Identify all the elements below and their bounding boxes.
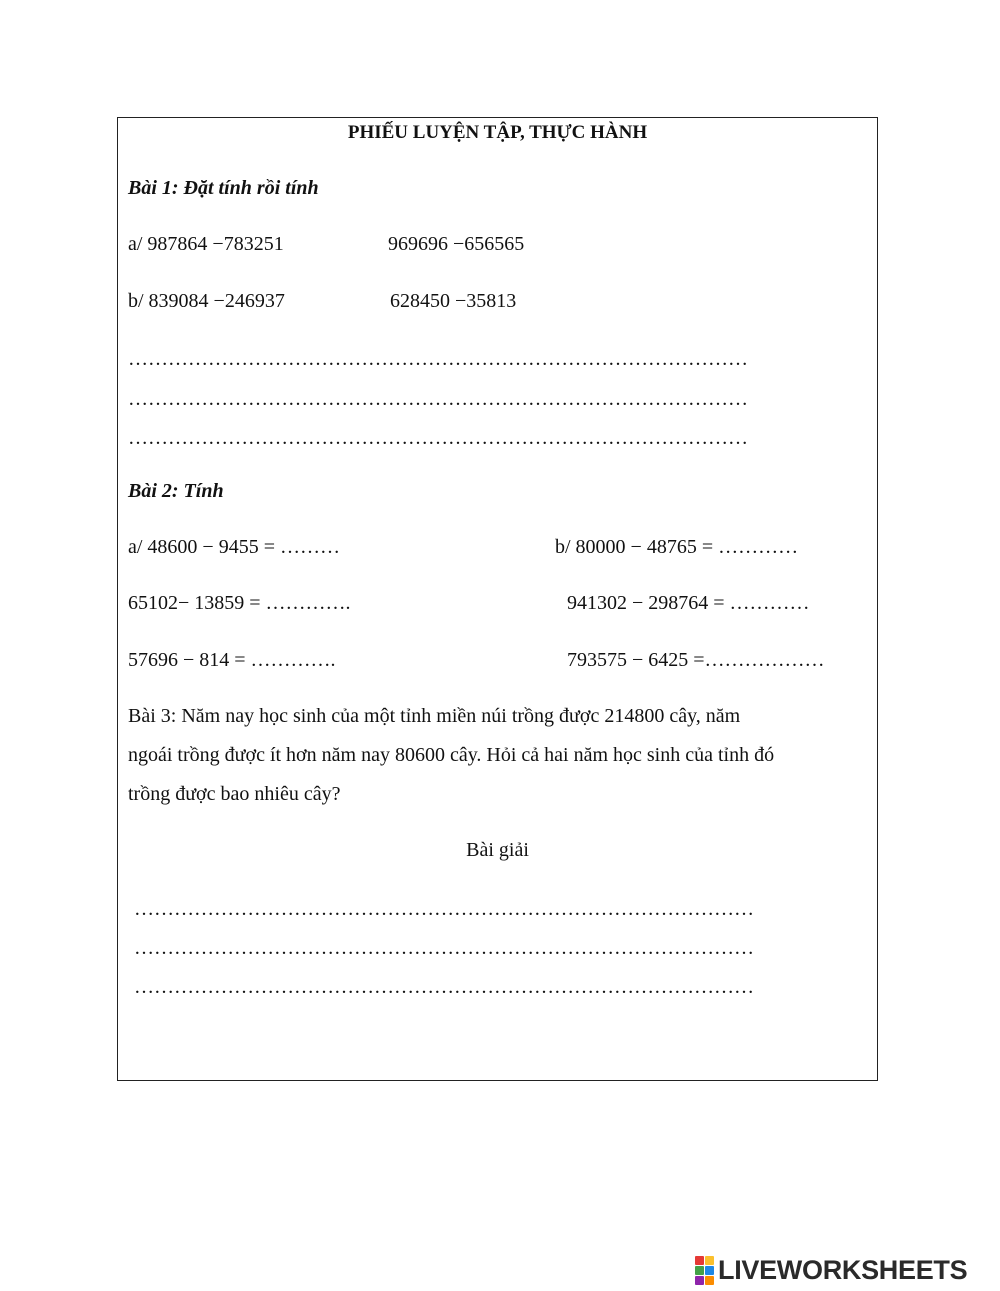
worksheet-title: PHIẾU LUYỆN TẬP, THỰC HÀNH <box>347 122 648 143</box>
worksheet-frame <box>117 117 878 1081</box>
logo-block <box>695 1276 704 1285</box>
exercise-3-answer-line[interactable]: ………………………………………………………………………………… <box>134 937 754 959</box>
exercise-1-answer-line[interactable]: ………………………………………………………………………………… <box>128 388 748 410</box>
logo-block <box>695 1266 704 1275</box>
exercise-2-heading: Bài 2: Tính <box>128 480 224 502</box>
exercise-1-b-right: 628450 −35813 <box>390 290 517 312</box>
logo-block <box>705 1276 714 1285</box>
exercise-2-row-2-left: 65102− 13859 = …………. <box>128 592 351 614</box>
exercise-1-answer-line[interactable]: ………………………………………………………………………………… <box>128 427 748 449</box>
exercise-2-row-3-right: 793575 − 6425 =……………… <box>567 649 825 671</box>
logo-block <box>695 1256 704 1265</box>
solution-label: Bài giải <box>466 839 529 861</box>
exercise-1-heading: Bài 1: Đặt tính rồi tính <box>128 177 319 199</box>
exercise-1-b-left: b/ 839084 −246937 <box>128 290 285 312</box>
logo-text: LIVEWORKSHEETS <box>718 1254 968 1285</box>
exercise-2-row-1-right: b/ 80000 − 48765 = ………… <box>555 536 799 558</box>
exercise-2-row-3-left: 57696 − 814 = …………. <box>128 649 336 671</box>
exercise-1-answer-line[interactable]: ………………………………………………………………………………… <box>128 348 748 370</box>
exercise-3-answer-line[interactable]: ………………………………………………………………………………… <box>134 898 754 920</box>
exercise-3-answer-line[interactable]: ………………………………………………………………………………… <box>134 976 754 998</box>
exercise-3-text-line-3: trồng được bao nhiêu cây? <box>128 783 341 805</box>
logo-block <box>705 1256 714 1265</box>
logo-block <box>705 1266 714 1275</box>
exercise-2-row-2-right: 941302 − 298764 = ………… <box>567 592 810 614</box>
exercise-3-text-line-2: ngoái trồng được ít hơn năm nay 80600 cây. Hỏi cả hai năm học sinh của tỉnh đó <box>128 744 775 766</box>
exercise-2-row-1-left: a/ 48600 − 9455 = ……… <box>128 536 340 558</box>
exercise-3-text-line-1: Bài 3: Năm nay học sinh của một tỉnh miền núi trồng được 214800 cây, năm <box>128 705 741 727</box>
exercise-1-a-right: 969696 −656565 <box>388 233 525 255</box>
exercise-1-a-left: a/ 987864 −783251 <box>128 233 284 255</box>
logo-blocks-icon <box>695 1256 714 1285</box>
liveworksheets-logo <box>695 1256 967 1284</box>
